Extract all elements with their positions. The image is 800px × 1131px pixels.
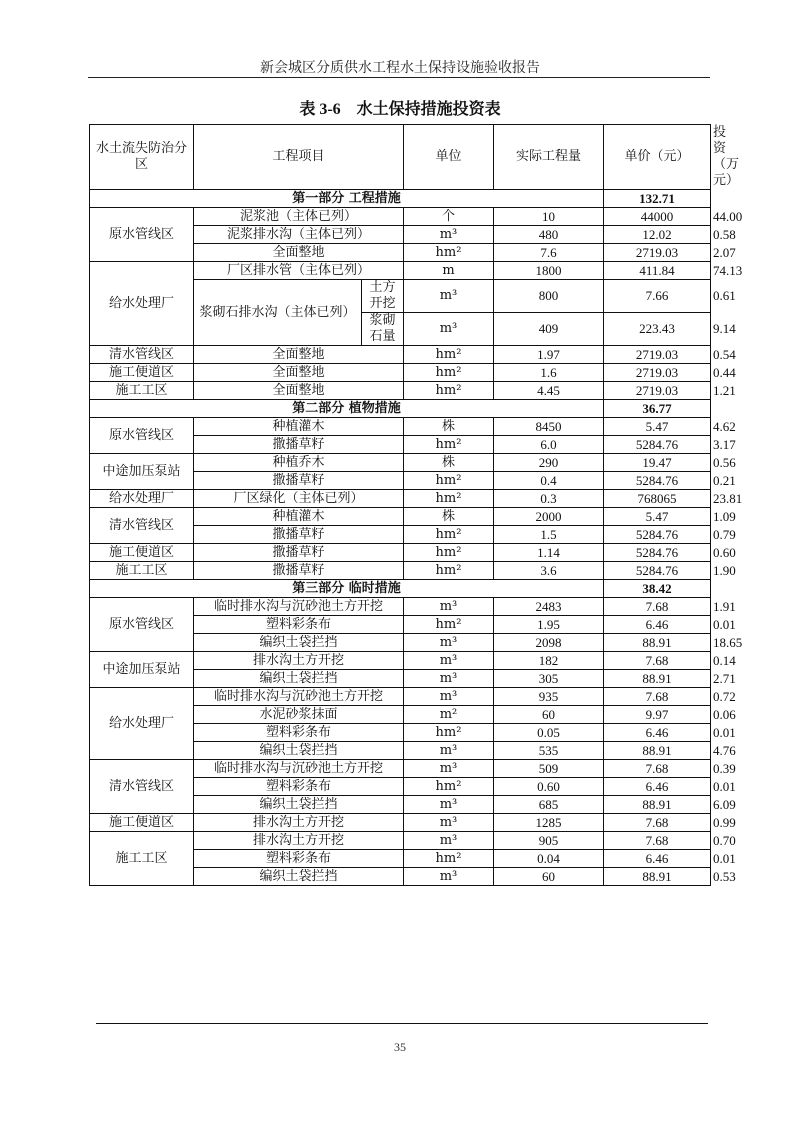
item-cell: 撒播草籽 <box>194 562 404 580</box>
qty-cell: 1285 <box>494 814 604 832</box>
table-caption <box>0 96 800 119</box>
unit-cell: m³ <box>404 832 494 850</box>
item-cell: 种植灌木 <box>194 508 404 526</box>
unit-cell: m³ <box>404 280 494 313</box>
item-cell: 编织土袋拦挡 <box>194 796 404 814</box>
header-row: 水土流失防治分区 工程项目 单位 实际工程量 单价（元） 投资（万元） <box>90 125 711 190</box>
section-row <box>90 190 711 208</box>
unit-cell: m³ <box>404 796 494 814</box>
qty-cell: 305 <box>494 670 604 688</box>
header-rule <box>88 77 710 78</box>
item-cell: 排水沟土方开挖 <box>194 814 404 832</box>
unit-cell: m³ <box>404 868 494 886</box>
item-cell: 撒播草籽 <box>194 436 404 454</box>
section-label: 第二部分 植物措施 <box>90 400 604 418</box>
table-row: 编织土袋拦挡 m³ 60 88.91 0.53 <box>90 868 711 886</box>
page-number: 35 <box>394 1040 406 1054</box>
price-cell: 5.47 <box>604 508 711 526</box>
table-row: 编织土袋拦挡 m³ 2098 88.91 18.65 <box>90 634 711 652</box>
table-row: 撒播草籽 hm² 6.0 5284.76 3.17 <box>90 436 711 454</box>
table-row: 编织土袋拦挡 m³ 535 88.91 4.76 <box>90 742 711 760</box>
unit-cell: hm² <box>404 244 494 262</box>
price-cell: 7.68 <box>604 652 711 670</box>
price-cell: 223.43 <box>604 313 711 346</box>
qty-cell: 1.5 <box>494 526 604 544</box>
price-cell: 19.47 <box>604 454 711 472</box>
item-cell: 水泥砂浆抹面 <box>194 706 404 724</box>
unit-cell: m <box>404 262 494 280</box>
qty-cell: 0.3 <box>494 490 604 508</box>
qty-cell: 935 <box>494 688 604 706</box>
unit-cell: 株 <box>404 454 494 472</box>
price-cell: 2719.03 <box>604 382 711 400</box>
item-cell: 撒播草籽 <box>194 526 404 544</box>
item-cell: 厂区排水管（主体已列） <box>194 262 404 280</box>
price-cell: 9.97 <box>604 706 711 724</box>
price-cell: 2719.03 <box>604 244 711 262</box>
table-row: 塑料彩条布 hm² 0.05 6.46 0.01 <box>90 724 711 742</box>
qty-cell: 2483 <box>494 598 604 616</box>
price-cell: 88.91 <box>604 670 711 688</box>
qty-cell: 1.95 <box>494 616 604 634</box>
qty-cell: 4.45 <box>494 382 604 400</box>
unit-cell: m³ <box>404 652 494 670</box>
price-cell: 88.91 <box>604 868 711 886</box>
qty-cell: 800 <box>494 280 604 313</box>
price-cell: 5284.76 <box>604 436 711 454</box>
price-cell: 6.46 <box>604 850 711 868</box>
table-row: 原水管线区 泥浆池（主体已列） 个 10 44000 44.00 <box>90 208 711 226</box>
item-cell: 泥浆池（主体已列） <box>194 208 404 226</box>
qty-cell: 0.4 <box>494 472 604 490</box>
table-row: 清水管线区 种植灌木 株 2000 5.47 1.09 <box>90 508 711 526</box>
section-row <box>90 400 711 418</box>
qty-cell: 60 <box>494 706 604 724</box>
running-header: 新会城区分质供水工程水土保持设施验收报告 <box>260 60 540 76</box>
item-cell: 全面整地 <box>194 364 404 382</box>
footer-rule <box>96 1023 708 1024</box>
price-cell: 6.46 <box>604 778 711 796</box>
table-row: 施工便道区 撒播草籽 hm² 1.14 5284.76 0.60 <box>90 544 711 562</box>
unit-cell: m³ <box>404 670 494 688</box>
unit-cell: m³ <box>404 742 494 760</box>
unit-cell: hm² <box>404 364 494 382</box>
price-cell: 2719.03 <box>604 346 711 364</box>
item-cell: 撒播草籽 <box>194 544 404 562</box>
qty-cell: 1.6 <box>494 364 604 382</box>
qty-cell: 0.04 <box>494 850 604 868</box>
unit-cell: m³ <box>404 814 494 832</box>
unit-cell: m³ <box>404 760 494 778</box>
zone-cell: 中途加压泵站 <box>90 454 194 490</box>
qty-cell: 3.6 <box>494 562 604 580</box>
unit-cell: hm² <box>404 436 494 454</box>
table-row: 浆砌石排水沟（主体已列） 土方开挖 m³ 800 7.66 0.61 <box>90 280 711 313</box>
section-label: 第一部分 工程措施 <box>90 190 604 208</box>
unit-cell: hm² <box>404 526 494 544</box>
qty-cell: 2098 <box>494 634 604 652</box>
price-cell: 88.91 <box>604 796 711 814</box>
unit-cell: m³ <box>404 313 494 346</box>
item-cell: 编织土袋拦挡 <box>194 634 404 652</box>
item-cell: 塑料彩条布 <box>194 616 404 634</box>
table-row: 塑料彩条布 hm² 1.95 6.46 0.01 <box>90 616 711 634</box>
item-cell: 全面整地 <box>194 346 404 364</box>
table-row: 清水管线区 全面整地 hm² 1.97 2719.03 0.54 <box>90 346 711 364</box>
table-row: 塑料彩条布 hm² 0.60 6.46 0.01 <box>90 778 711 796</box>
table-row: 浆砌石量 m³ 409 223.43 9.14 <box>90 313 711 346</box>
item-cell: 泥浆排水沟（主体已列） <box>194 226 404 244</box>
zone-cell: 清水管线区 <box>90 508 194 544</box>
section-row <box>90 580 711 598</box>
price-cell: 5.47 <box>604 418 711 436</box>
unit-cell: hm² <box>404 490 494 508</box>
table-row: 施工工区 排水沟土方开挖 m³ 905 7.68 0.70 <box>90 832 711 850</box>
table-row: 泥浆排水沟（主体已列） m³ 480 12.02 0.58 <box>90 226 711 244</box>
section-total: 132.71 <box>604 190 711 208</box>
price-cell: 6.46 <box>604 616 711 634</box>
qty-cell: 685 <box>494 796 604 814</box>
unit-cell: hm² <box>404 562 494 580</box>
item-cell: 塑料彩条布 <box>194 724 404 742</box>
qty-cell: 1.14 <box>494 544 604 562</box>
table-row: 清水管线区 临时排水沟与沉砂池土方开挖 m³ 509 7.68 0.39 <box>90 760 711 778</box>
zone-cell: 施工工区 <box>90 562 194 580</box>
zone-cell: 施工工区 <box>90 382 194 400</box>
unit-cell: m³ <box>404 226 494 244</box>
price-cell: 12.02 <box>604 226 711 244</box>
item-cell: 临时排水沟与沉砂池土方开挖 <box>194 760 404 778</box>
price-cell: 7.66 <box>604 280 711 313</box>
table-row: 给水处理厂 临时排水沟与沉砂池土方开挖 m³ 935 7.68 0.72 <box>90 688 711 706</box>
qty-cell: 8450 <box>494 418 604 436</box>
price-cell: 5284.76 <box>604 544 711 562</box>
table-row: 塑料彩条布 hm² 0.04 6.46 0.01 <box>90 850 711 868</box>
price-cell: 88.91 <box>604 634 711 652</box>
table-row: 施工工区 全面整地 hm² 4.45 2719.03 1.21 <box>90 382 711 400</box>
qty-cell: 480 <box>494 226 604 244</box>
qty-cell: 1.97 <box>494 346 604 364</box>
unit-cell: hm² <box>404 724 494 742</box>
price-cell: 7.68 <box>604 832 711 850</box>
unit-cell: 个 <box>404 208 494 226</box>
table-row: 编织土袋拦挡 m³ 685 88.91 6.09 <box>90 796 711 814</box>
unit-cell: m³ <box>404 598 494 616</box>
zone-cell: 清水管线区 <box>90 760 194 814</box>
zone-cell: 原水管线区 <box>90 598 194 652</box>
item-cell: 塑料彩条布 <box>194 850 404 868</box>
item-cell: 全面整地 <box>194 382 404 400</box>
zone-cell: 给水处理厂 <box>90 688 194 760</box>
table-row: 中途加压泵站 排水沟土方开挖 m³ 182 7.68 0.14 <box>90 652 711 670</box>
table-row: 编织土袋拦挡 m³ 305 88.91 2.71 <box>90 670 711 688</box>
unit-cell: m³ <box>404 634 494 652</box>
investment-table <box>89 124 743 886</box>
item-cell: 编织土袋拦挡 <box>194 868 404 886</box>
item-cell: 临时排水沟与沉砂池土方开挖 <box>194 598 404 616</box>
item-group-cell: 浆砌石排水沟（主体已列） <box>194 280 362 346</box>
unit-cell: 株 <box>404 418 494 436</box>
table-row: 原水管线区 种植灌木 株 8450 5.47 4.62 <box>90 418 711 436</box>
item-cell: 编织土袋拦挡 <box>194 742 404 760</box>
item-cell: 编织土袋拦挡 <box>194 670 404 688</box>
price-cell: 7.68 <box>604 760 711 778</box>
qty-cell: 2000 <box>494 508 604 526</box>
col-header-qty: 实际工程量 <box>494 125 604 190</box>
price-cell: 411.84 <box>604 262 711 280</box>
price-cell: 88.91 <box>604 742 711 760</box>
unit-cell: hm² <box>404 382 494 400</box>
zone-cell: 原水管线区 <box>90 208 194 262</box>
price-cell: 7.68 <box>604 814 711 832</box>
unit-cell: m³ <box>404 688 494 706</box>
qty-cell: 60 <box>494 868 604 886</box>
qty-cell: 6.0 <box>494 436 604 454</box>
qty-cell: 409 <box>494 313 604 346</box>
item-cell: 排水沟土方开挖 <box>194 832 404 850</box>
table-row: 施工工区 撒播草籽 hm² 3.6 5284.76 1.90 <box>90 562 711 580</box>
zone-cell: 施工便道区 <box>90 814 194 832</box>
unit-cell: hm² <box>404 544 494 562</box>
table-row: 施工便道区 全面整地 hm² 1.6 2719.03 0.44 <box>90 364 711 382</box>
qty-cell: 1800 <box>494 262 604 280</box>
zone-cell: 施工便道区 <box>90 544 194 562</box>
qty-cell: 905 <box>494 832 604 850</box>
price-cell: 5284.76 <box>604 472 711 490</box>
qty-cell: 7.6 <box>494 244 604 262</box>
table-row: 给水处理厂 厂区排水管（主体已列） m 1800 411.84 74.13 <box>90 262 711 280</box>
col-header-unit: 单位 <box>404 125 494 190</box>
col-header-zone: 水土流失防治分区 <box>90 125 194 190</box>
item-cell: 种植乔木 <box>194 454 404 472</box>
section-label: 第三部分 临时措施 <box>90 580 604 598</box>
zone-cell: 施工工区 <box>90 832 194 886</box>
unit-cell: 株 <box>404 508 494 526</box>
qty-cell: 182 <box>494 652 604 670</box>
item-cell: 厂区绿化（主体已列） <box>194 490 404 508</box>
item-cell: 撒播草籽 <box>194 472 404 490</box>
qty-cell: 509 <box>494 760 604 778</box>
item-cell: 塑料彩条布 <box>194 778 404 796</box>
table-row: 原水管线区 临时排水沟与沉砂池土方开挖 m³ 2483 7.68 1.91 <box>90 598 711 616</box>
price-cell: 2719.03 <box>604 364 711 382</box>
price-cell: 768065 <box>604 490 711 508</box>
unit-cell: m² <box>404 706 494 724</box>
price-cell: 5284.76 <box>604 526 711 544</box>
unit-cell: hm² <box>404 616 494 634</box>
table-title: 水土保持措施投资表 <box>356 99 501 118</box>
table-row: 施工便道区 排水沟土方开挖 m³ 1285 7.68 0.99 <box>90 814 711 832</box>
zone-cell: 原水管线区 <box>90 418 194 454</box>
price-cell: 7.68 <box>604 688 711 706</box>
table-body <box>90 190 743 886</box>
zone-cell: 给水处理厂 <box>90 490 194 508</box>
price-cell: 6.46 <box>604 724 711 742</box>
table-row: 撒播草籽 hm² 1.5 5284.76 0.79 <box>90 526 711 544</box>
col-header-item: 工程项目 <box>194 125 404 190</box>
item-cell: 排水沟土方开挖 <box>194 652 404 670</box>
section-total: 38.42 <box>604 580 711 598</box>
item-cell: 临时排水沟与沉砂池土方开挖 <box>194 688 404 706</box>
table-row: 全面整地 hm² 7.6 2719.03 2.07 <box>90 244 711 262</box>
price-cell: 5284.76 <box>604 562 711 580</box>
unit-cell: hm² <box>404 850 494 868</box>
section-total: 36.77 <box>604 400 711 418</box>
table-row: 给水处理厂 厂区绿化（主体已列） hm² 0.3 768065 23.81 <box>90 490 711 508</box>
qty-cell: 535 <box>494 742 604 760</box>
table-row: 水泥砂浆抹面 m² 60 9.97 0.06 <box>90 706 711 724</box>
col-header-price: 单价（元） <box>604 125 711 190</box>
item-cell: 土方开挖 <box>362 280 404 313</box>
table-row: 中途加压泵站 种植乔木 株 290 19.47 0.56 <box>90 454 711 472</box>
qty-cell: 0.05 <box>494 724 604 742</box>
item-cell: 种植灌木 <box>194 418 404 436</box>
unit-cell: hm² <box>404 778 494 796</box>
table-row: 撒播草籽 hm² 0.4 5284.76 0.21 <box>90 472 711 490</box>
unit-cell: hm² <box>404 346 494 364</box>
qty-cell: 290 <box>494 454 604 472</box>
item-cell: 全面整地 <box>194 244 404 262</box>
price-cell: 44000 <box>604 208 711 226</box>
zone-cell: 施工便道区 <box>90 364 194 382</box>
zone-cell: 给水处理厂 <box>90 262 194 346</box>
qty-cell: 10 <box>494 208 604 226</box>
price-cell: 7.68 <box>604 598 711 616</box>
zone-cell: 中途加压泵站 <box>90 652 194 688</box>
table-number: 表 3-6 <box>299 101 341 118</box>
zone-cell: 清水管线区 <box>90 346 194 364</box>
item-cell: 浆砌石量 <box>362 313 404 346</box>
unit-cell: hm² <box>404 472 494 490</box>
qty-cell: 0.60 <box>494 778 604 796</box>
